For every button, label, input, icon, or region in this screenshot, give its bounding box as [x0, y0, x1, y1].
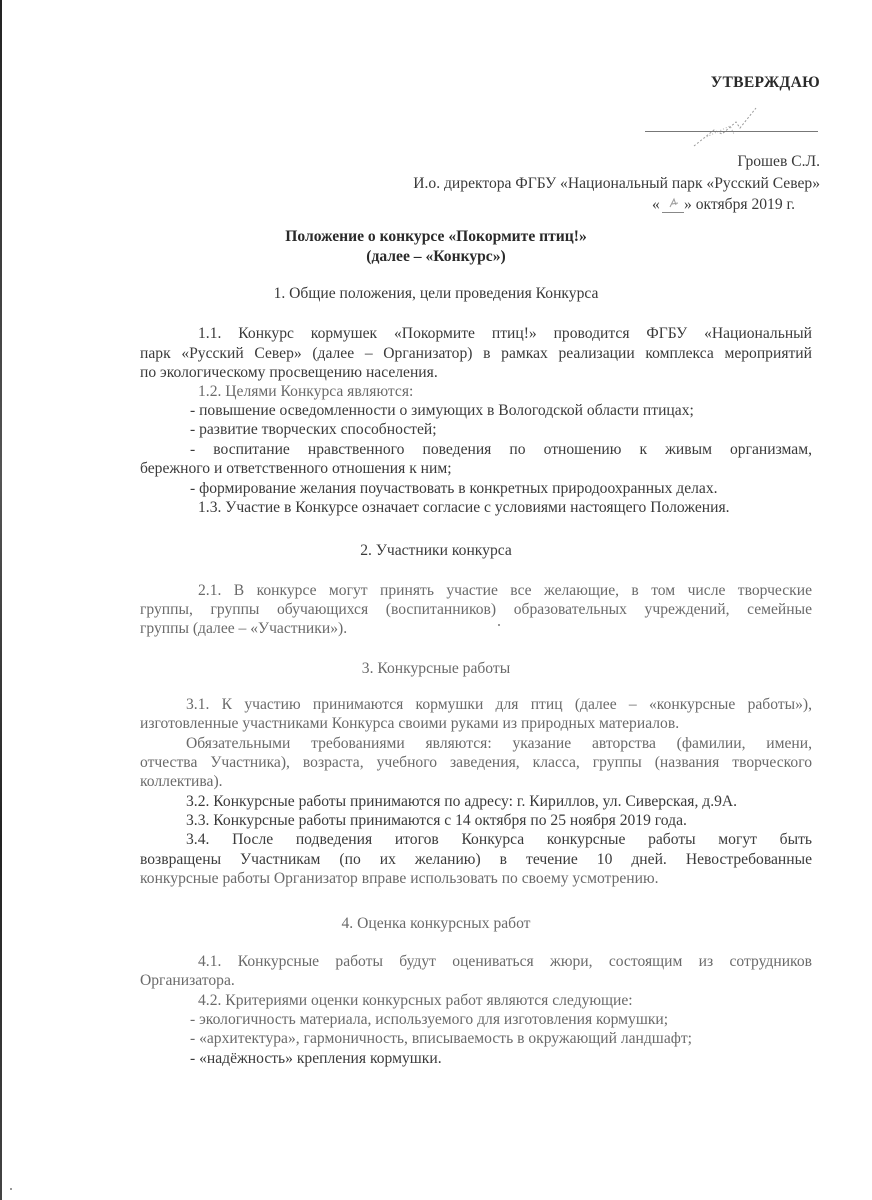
paragraph-line: 4.1. Конкурсные работы будут оцениваться жюри, состоящим из сотрудников	[198, 953, 812, 970]
scan-speck	[498, 624, 500, 626]
list-item: - экологичность материала, используемого для изготовления кормушки;	[190, 1011, 669, 1028]
approver-position: И.о. директора ФГБУ «Национальный парк «Русский Север»	[413, 175, 820, 192]
paragraph-line: 1.3. Участие в Конкурсе означает согласие с условиями настоящего Положения.	[198, 499, 730, 516]
approver-name: Грошев С.Л.	[737, 153, 820, 170]
list-item: - повышение осведомленности о зимующих в Вологодской области птицах;	[190, 402, 694, 419]
paragraph-line: группы (далее – «Участники»).	[140, 620, 348, 637]
paragraph-line: Обязательными требованиями являются: указание авторства (фамилии, имени,	[186, 735, 812, 752]
list-item: - «архитектура», гармоничность, вписываемость в окружающий ландшафт;	[190, 1030, 692, 1047]
list-item: - формирование желания поучаствовать в конкретных природоохранных делах.	[190, 480, 718, 497]
section-heading: 3. Конкурсные работы	[361, 660, 511, 677]
section-heading: 4. Оценка конкурсных работ	[341, 915, 531, 932]
date-open: «	[652, 196, 660, 213]
paragraph-line: изготовленные участниками Конкурса своими руками из природных материалов.	[140, 715, 680, 732]
signature-line	[645, 131, 818, 132]
section-heading: 2. Участники конкурса	[360, 542, 512, 559]
paragraph-line: отчества Участника), возраста, учебного заведения, класса, группы (названия творческого	[140, 754, 812, 771]
date-close: » октября 2019 г.	[684, 196, 796, 213]
paragraph-line: парк «Русский Север» (далее – Организатор) в рамках реализации комплекса мероприятий	[140, 345, 812, 362]
paragraph-line: 1.2. Целями Конкурса являются:	[198, 383, 414, 400]
paragraph-line: конкурсные работы Организатор вправе использовать по своему усмотрению.	[140, 870, 659, 887]
paragraph-line: группы, группы обучающихся (воспитанников) образовательных учреждений, семейные	[140, 601, 812, 618]
scan-speck	[10, 1188, 12, 1190]
paragraph-line: коллектива).	[140, 773, 223, 790]
paragraph-line: возвращены Участникам (по их желанию) в течение 10 дней. Невостребованные	[140, 851, 812, 868]
paragraph-line: 4.2. Критериями оценки конкурсных работ являются следующие:	[198, 992, 633, 1009]
list-item: - «надёжность» крепления кормушки.	[190, 1050, 442, 1067]
paragraph-line: 1.1. Конкурс кормушек «Покормите птиц!» проводится ФГБУ «Национальный	[198, 325, 812, 342]
paragraph-line: 3.1. К участию принимаются кормушки для птиц (далее – «конкурсные работы»),	[186, 696, 812, 713]
handwritten-day-icon	[666, 196, 682, 210]
paragraph-line: бережного и ответственного отношения к ним;	[140, 460, 452, 477]
paragraph-line: 3.2. Конкурсные работы принимаются по адресу: г. Кириллов, ул. Сиверская, д.9А.	[186, 793, 738, 810]
paragraph-line: 2.1. В конкурсе могут принять участие все желающие, в том числе творческие	[198, 582, 812, 599]
section-heading: 1. Общие положения, цели проведения Конкурса	[273, 285, 599, 302]
list-item: - воспитание нравственного поведения по отношению к живым организмам,	[190, 441, 812, 458]
document-title: Положение о конкурсе «Покормите птиц!»	[285, 228, 587, 245]
paragraph-line: 3.3. Конкурсные работы принимаются с 14 октября по 25 ноября 2019 года.	[186, 812, 687, 829]
signature-icon	[684, 104, 764, 154]
list-item: - развитие творческих способностей;	[190, 421, 437, 438]
paragraph-line: 3.4. После подведения итогов Конкурса конкурсные работы могут быть	[186, 831, 812, 848]
paragraph-line: Организатора.	[140, 972, 235, 989]
document-subtitle: (далее – «Конкурс»)	[366, 248, 506, 265]
date-day-line	[662, 212, 684, 213]
scan-edge	[0, 0, 2, 1200]
paragraph-line: по экологическому просвещению населения.	[140, 364, 438, 381]
approval-stamp: УТВЕРЖДАЮ	[710, 74, 820, 91]
